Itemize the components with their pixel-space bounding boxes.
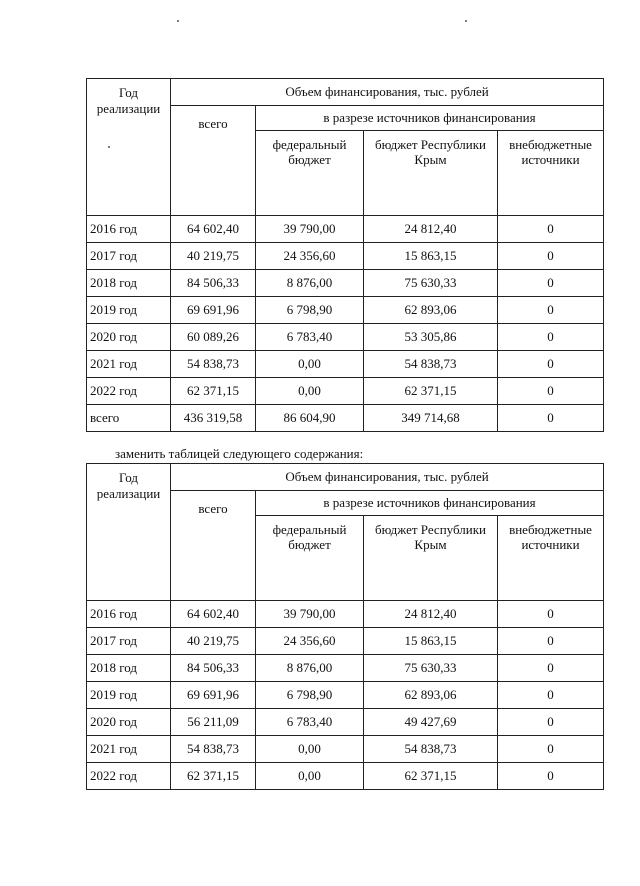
header-republic: бюджет Республики Крым <box>364 516 498 601</box>
row-year-cell: 2021 год <box>87 351 171 378</box>
row-value-cell: 86 604,90 <box>256 405 364 432</box>
row-value-cell: 75 630,33 <box>364 655 498 682</box>
row-value-cell: 0 <box>498 351 604 378</box>
table-row <box>87 351 604 378</box>
header-year: Год реализации <box>87 79 171 216</box>
header-volume: Объем финансирования, тыс. рублей <box>171 464 604 491</box>
table-row <box>87 270 604 297</box>
row-value-cell: 0,00 <box>256 351 364 378</box>
row-value-cell: 0 <box>498 270 604 297</box>
row-year-cell: 2019 год <box>87 682 171 709</box>
row-value-cell: 60 089,26 <box>171 324 256 351</box>
funding-table-old <box>86 78 604 432</box>
row-value-cell: 56 211,09 <box>171 709 256 736</box>
row-year-cell: 2017 год <box>87 243 171 270</box>
table-row <box>87 736 604 763</box>
row-value-cell: 49 427,69 <box>364 709 498 736</box>
row-value-cell: 24 812,40 <box>364 601 498 628</box>
row-year-cell: 2016 год <box>87 601 171 628</box>
row-year-cell: 2019 год <box>87 297 171 324</box>
row-value-cell: 62 371,15 <box>171 763 256 790</box>
row-value-cell: 6 783,40 <box>256 709 364 736</box>
table-row <box>87 378 604 405</box>
row-value-cell: 54 838,73 <box>364 351 498 378</box>
table-row <box>87 297 604 324</box>
row-value-cell: 40 219,75 <box>171 243 256 270</box>
table-row <box>87 405 604 432</box>
row-value-cell: 64 602,40 <box>171 601 256 628</box>
row-value-cell: 62 893,06 <box>364 682 498 709</box>
table-row <box>87 709 604 736</box>
row-year-cell: 2020 год <box>87 324 171 351</box>
row-value-cell: 0 <box>498 378 604 405</box>
row-value-cell: 84 506,33 <box>171 655 256 682</box>
row-value-cell: 40 219,75 <box>171 628 256 655</box>
row-value-cell: 6 798,90 <box>256 682 364 709</box>
table-row <box>87 324 604 351</box>
table-body <box>87 601 604 790</box>
table-row <box>87 763 604 790</box>
row-value-cell: 0 <box>498 628 604 655</box>
row-year-cell: 2018 год <box>87 270 171 297</box>
header-republic: бюджет Республики Крым <box>364 131 498 216</box>
header-federal: федеральный бюджет <box>256 516 364 601</box>
header-breakdown: в разрезе источников финансирования <box>256 491 604 516</box>
row-value-cell: 24 356,60 <box>256 243 364 270</box>
row-value-cell: 0 <box>498 655 604 682</box>
row-value-cell: 24 356,60 <box>256 628 364 655</box>
row-value-cell: 54 838,73 <box>171 351 256 378</box>
row-value-cell: 0 <box>498 709 604 736</box>
row-value-cell: 0 <box>498 763 604 790</box>
row-value-cell: 64 602,40 <box>171 216 256 243</box>
table-row <box>87 682 604 709</box>
scan-speck <box>177 20 179 22</box>
replace-instruction: заменить таблицей следующего содержания: <box>115 446 364 461</box>
row-value-cell: 0 <box>498 601 604 628</box>
row-value-cell: 24 812,40 <box>364 216 498 243</box>
row-value-cell: 0 <box>498 405 604 432</box>
row-value-cell: 15 863,15 <box>364 628 498 655</box>
header-federal: федеральный бюджет <box>256 131 364 216</box>
row-value-cell: 6 798,90 <box>256 297 364 324</box>
row-value-cell: 0 <box>498 297 604 324</box>
row-year-cell: 2016 год <box>87 216 171 243</box>
row-value-cell: 0,00 <box>256 736 364 763</box>
table-row <box>87 628 604 655</box>
row-value-cell: 8 876,00 <box>256 655 364 682</box>
table-row <box>87 601 604 628</box>
row-year-cell: 2021 год <box>87 736 171 763</box>
row-value-cell: 75 630,33 <box>364 270 498 297</box>
table-row <box>87 243 604 270</box>
funding-table-new <box>86 463 604 790</box>
row-value-cell: 349 714,68 <box>364 405 498 432</box>
header-total: всего <box>171 491 256 601</box>
header-extra: внебюджетные источники <box>498 131 604 216</box>
row-year-cell: всего <box>87 405 171 432</box>
row-year-cell: 2020 год <box>87 709 171 736</box>
row-year-cell: 2022 год <box>87 763 171 790</box>
header-breakdown: в разрезе источников финансирования <box>256 106 604 131</box>
row-year-cell: 2022 год <box>87 378 171 405</box>
header-total: всего <box>171 106 256 216</box>
row-value-cell: 53 305,86 <box>364 324 498 351</box>
table-body <box>87 216 604 432</box>
row-value-cell: 0 <box>498 736 604 763</box>
row-value-cell: 15 863,15 <box>364 243 498 270</box>
row-year-cell: 2018 год <box>87 655 171 682</box>
row-value-cell: 62 893,06 <box>364 297 498 324</box>
header-extra: внебюджетные источники <box>498 516 604 601</box>
header-volume: Объем финансирования, тыс. рублей <box>171 79 604 106</box>
row-value-cell: 39 790,00 <box>256 601 364 628</box>
row-value-cell: 0 <box>498 682 604 709</box>
table-row <box>87 655 604 682</box>
row-value-cell: 62 371,15 <box>364 378 498 405</box>
scan-speck <box>465 20 467 22</box>
row-value-cell: 62 371,15 <box>171 378 256 405</box>
row-value-cell: 0 <box>498 324 604 351</box>
row-value-cell: 6 783,40 <box>256 324 364 351</box>
row-value-cell: 84 506,33 <box>171 270 256 297</box>
row-value-cell: 0 <box>498 243 604 270</box>
row-value-cell: 54 838,73 <box>364 736 498 763</box>
row-year-cell: 2017 год <box>87 628 171 655</box>
row-value-cell: 436 319,58 <box>171 405 256 432</box>
header-year: Год реализации <box>87 464 171 601</box>
row-value-cell: 0 <box>498 216 604 243</box>
row-value-cell: 0,00 <box>256 378 364 405</box>
row-value-cell: 54 838,73 <box>171 736 256 763</box>
table-row <box>87 216 604 243</box>
row-value-cell: 39 790,00 <box>256 216 364 243</box>
row-value-cell: 8 876,00 <box>256 270 364 297</box>
row-value-cell: 69 691,96 <box>171 682 256 709</box>
row-value-cell: 62 371,15 <box>364 763 498 790</box>
row-value-cell: 69 691,96 <box>171 297 256 324</box>
row-value-cell: 0,00 <box>256 763 364 790</box>
